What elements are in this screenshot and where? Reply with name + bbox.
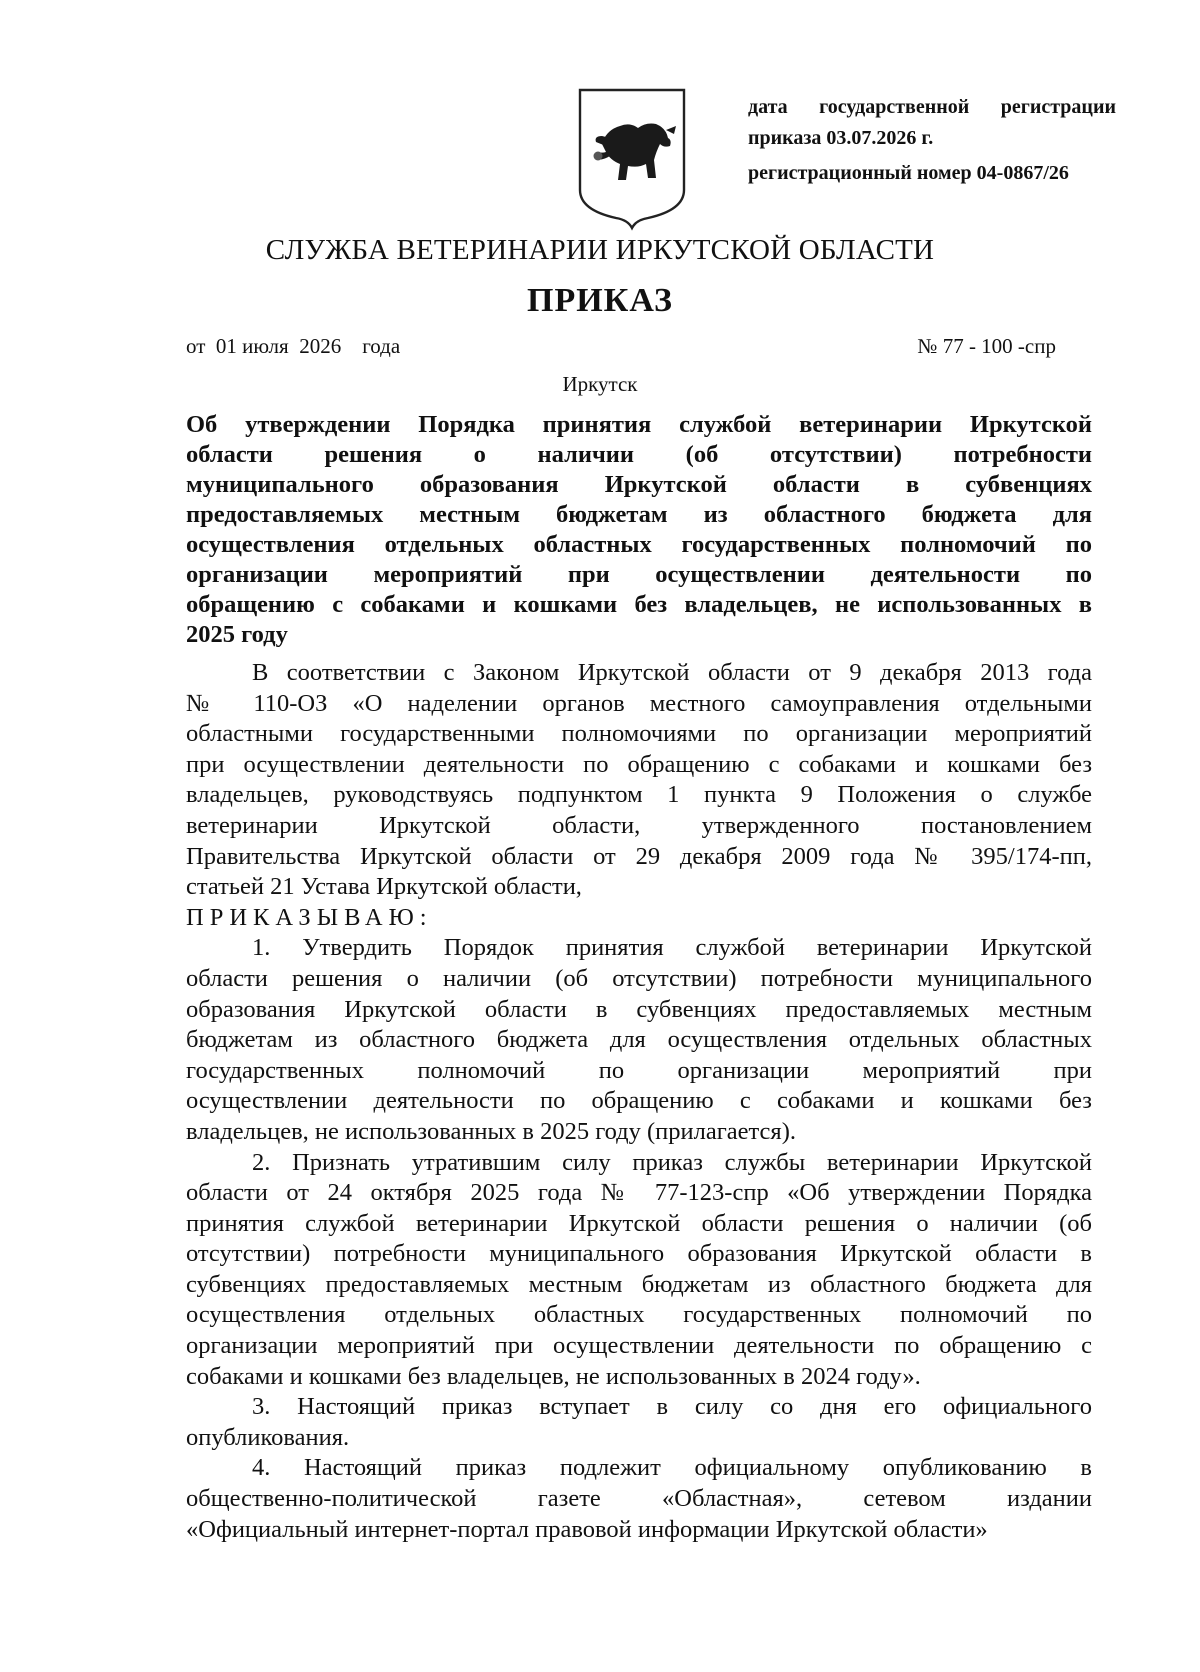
document-type-title: ПРИКАЗ [527, 282, 673, 319]
body-line: 3. Настоящий приказ вступает в силу со дня его официального [252, 1393, 1092, 1421]
body-line: № 110-ОЗ «О наделении органов местного самоуправления отдельными [186, 689, 1092, 717]
subject-line: организации мероприятий при осуществлении деятельности по [186, 561, 1092, 588]
body-line: опубликования. [186, 1423, 350, 1451]
preamble-paragraph [186, 658, 1092, 903]
order-subject [186, 410, 1092, 650]
body-line: осуществления отдельных областных государственных полномочий по [186, 1301, 1092, 1329]
subject-line: области решения о наличии (об отсутствии) потребности [186, 441, 1092, 468]
order-city: Иркутск [562, 372, 638, 396]
subject-line: 2025 году [186, 621, 288, 648]
body-line: ветеринарии Иркутской области, утвержденного постановлением [186, 811, 1092, 839]
body-line: области решения о наличии (об отсутствии) потребности муниципального [186, 964, 1092, 992]
body-line: «Официальный интернет-портал правовой информации Иркутской области» [186, 1515, 988, 1543]
registration-date-label: дата государственной регистрации [748, 96, 1116, 118]
subject-line: муниципального образования Иркутской области в субвенциях [186, 471, 1092, 498]
orders-heading: ПРИКАЗЫВАЮ: [186, 903, 433, 931]
body-line: принятия службой ветеринарии Иркутской области решения о наличии (об [186, 1209, 1092, 1237]
subject-line: предоставляемых местным бюджетам из областного бюджета для [186, 501, 1092, 528]
order-item-3 [186, 1392, 1092, 1453]
body-line: при осуществлении деятельности по обращению с собаками и кошками без [186, 750, 1092, 778]
agency-name: СЛУЖБА ВЕТЕРИНАРИИ ИРКУТСКОЙ ОБЛАСТИ [265, 234, 935, 266]
body-line: владельцев, не использованных в 2025 году (прилагается). [186, 1117, 796, 1145]
body-line: Правительства Иркутской области от 29 декабря 2009 года № 395/174-пп, [186, 842, 1092, 870]
body-line: бюджетам из областного бюджета для осуществления отдельных областных [186, 1026, 1092, 1054]
body-line: статьей 21 Устава Иркутской области, [186, 873, 582, 901]
body-line: 1. Утвердить Порядок принятия службой ветеринарии Иркутской [252, 934, 1092, 962]
registration-number: регистрационный номер 04-0867/26 [748, 162, 1069, 184]
body-line: владельцев, руководствуясь подпунктом 1 пункта 9 Положения о службе [186, 781, 1092, 809]
subject-line: осуществления отдельных областных государственных полномочий по [186, 531, 1092, 558]
body-line: областными государственными полномочиями по организации мероприятий [186, 720, 1092, 748]
body-line: 2. Признать утратившим силу приказ службы ветеринарии Иркутской [252, 1148, 1092, 1176]
order-item-4 [186, 1453, 1092, 1545]
body-line: В соответствии с Законом Иркутской области от 9 декабря 2013 года [252, 659, 1092, 686]
order-body [186, 658, 1092, 1545]
body-line: отсутствии) потребности муниципального образования Иркутской области в [186, 1240, 1092, 1268]
body-line: государственных полномочий по организации мероприятий при [186, 1056, 1092, 1084]
body-line: субвенциях предоставляемых местным бюджетам из областного бюджета для [186, 1270, 1092, 1298]
order-item-2 [186, 1148, 1092, 1393]
subject-line: обращению с собаками и кошками без владельцев, не использованных в [186, 591, 1092, 618]
registration-date-value: приказа 03.07.2026 г. [748, 127, 934, 149]
body-line: 4. Настоящий приказ подлежит официальному опубликованию в [252, 1454, 1092, 1482]
subject-line: Об утверждении Порядка принятия службой ветеринарии Иркутской [186, 411, 1092, 438]
order-item-1 [186, 933, 1092, 1147]
registration-stamp [748, 92, 1116, 189]
body-line: общественно-политической газете «Областная», сетевом издании [186, 1485, 1092, 1513]
body-line: собаками и кошками без владельцев, не использованных в 2024 году». [186, 1362, 921, 1390]
body-line: осуществлении деятельности по обращению с собаками и кошками без [186, 1087, 1092, 1115]
order-date: от 01 июля 2026 года [186, 334, 401, 358]
irkutsk-coat-of-arms-icon [576, 86, 688, 232]
body-line: организации мероприятий при осуществлении деятельности по обращению с [186, 1332, 1092, 1360]
body-line: образования Иркутской области в субвенциях предоставляемых местным [186, 995, 1092, 1023]
order-number: № 77 - 100 -спр [917, 334, 1056, 358]
body-line: области от 24 октября 2025 года № 77-123-спр «Об утверждении Порядка [186, 1179, 1092, 1207]
